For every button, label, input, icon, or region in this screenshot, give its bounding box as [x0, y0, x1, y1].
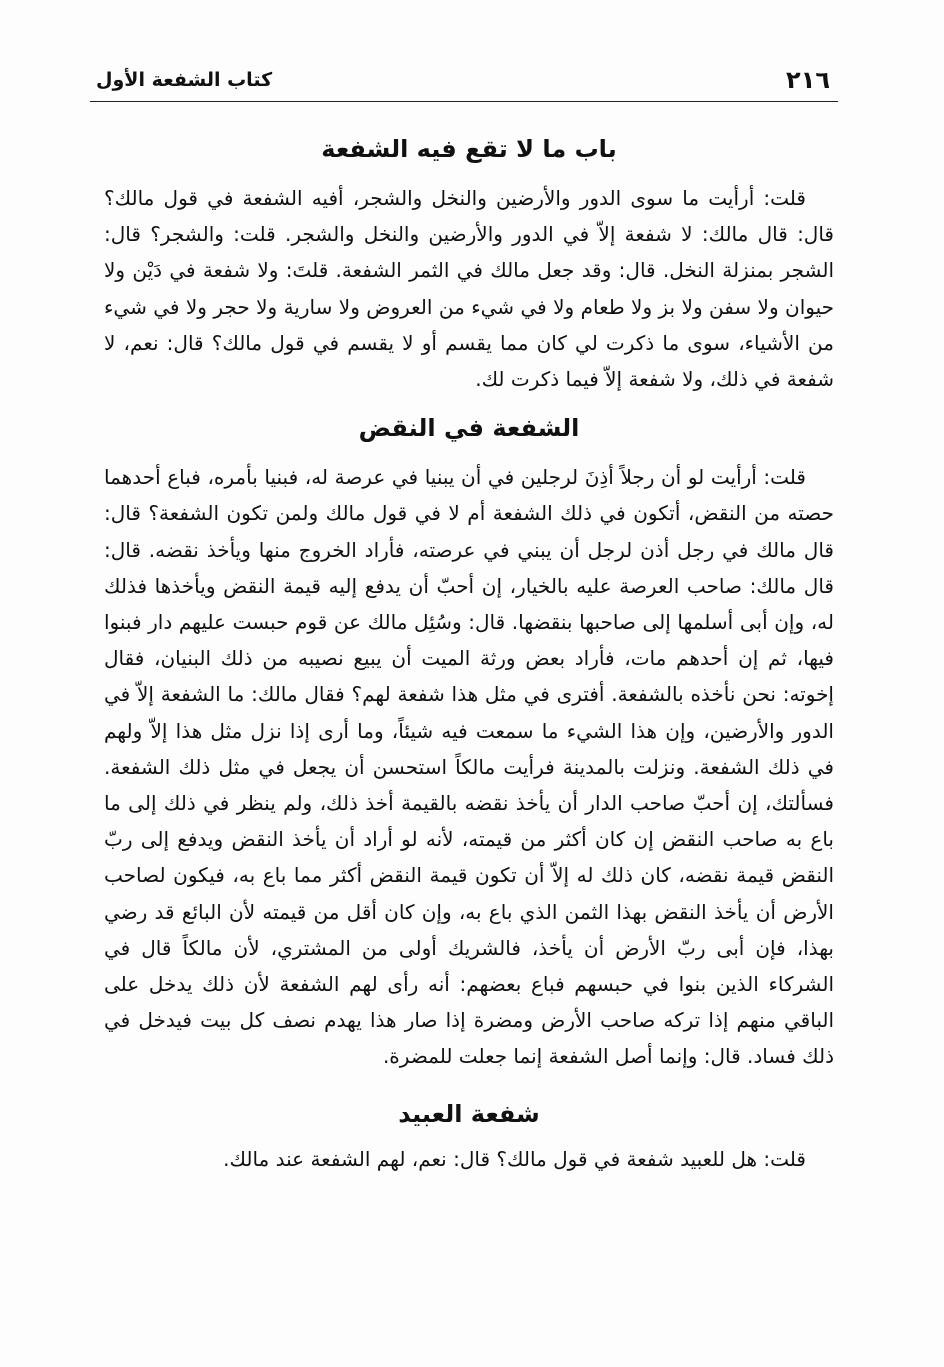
section-heading-no-preemption: باب ما لا تقع فيه الشفعة [321, 135, 617, 163]
page-body [104, 118, 834, 1177]
book-title: كتاب الشفعة الأول [96, 69, 273, 91]
running-header [94, 62, 836, 98]
section-heading-preemption-in-materials: الشفعة في النقض [358, 414, 580, 443]
page-number: ٢١٦ [786, 66, 830, 94]
section-paragraph-preemption-in-materials: قلت: أرأيت لو أن رجلاً أذِنَ لرجلين في أن يبنيا في عرصة له، فبنيا بأمره، فباع أحدهما حصته من النقض، أتكون في ذلك الشفعة أم لا في قول مالك ولمن تكون الشفعة؟ قال: قال مالك في رجل أذن لرجل أن يبني في عرصته، فأراد الخروج منها ويأخذ نقضه. قال: قال مالك: صاحب العرصة عليه بالخيار، إن أحبّ أن يدفع إليه قيمة النقض ويأخذها فذلك له، وإن أبى أسلمها إلى صاحبها بنقضها. قال: وسُئِل مالك عن قوم حبست عليهم دار فبنوا فيها، ثم إن أحدهم مات، فأراد بعض ورثة الميت أن يبيع نصيبه من ذلك البنيان، فقال إخوته: نحن نأخذه بالشفعة. أفترى في مثل هذا شفعة لهم؟ فقال مالك: ما الشفعة إلاّ في الدور والأرضين، وإن هذا الشيء ما سمعت فيه شيئاً، وما أرى إذا نزل مثل هذا إلاّ ولهم في ذلك الشفعة. ونزلت بالمدينة فرأيت مالكاً استحسن أن يجعل في مثل ذلك الشفعة. فسألتك، إن أحبّ صاحب الدار أن يأخذ نقضه بالقيمة أخذ ذلك، ولم ينظر في ذلك إلى ما باع به صاحب النقض إن كان أكثر من قيمته، لأنه لو أراد أن يأخذ النقض ويدفع إلى ربّ النقض قيمة نقضه، كان ذلك له إلاّ أن تكون قيمة النقض أكثر مما باع به، فيكون لصاحب الأرض أن يأخذ النقض بهذا الثمن الذي باع به، وإن كان أقل من قيمته لأن البائع قد رضي بهذا، فإن أبى ربّ الأرض أن يأخذ، فالشريك أولى من المشتري، لأن مالكاً قال في الشركاء الذين بنوا في حبسهم فباع بعضهم: أنه رأى لهم الشفعة لأن ذلك يدخل على الباقي منهم إذا تركه صاحب الأرض ومضرة إذا صار هذا يهدم نصف كل بيت فيدخل في ذلك فساد. قال: وإنما أصل الشفعة إنما جعلت للمضرة. [104, 465, 834, 1069]
section-paragraph-no-preemption: قلت: أرأيت ما سوى الدور والأرضين والنخل والشجر، أفيه الشفعة في قول مالك؟ قال: قال مالك: لا شفعة إلاّ في الدور والأرضين والنخل والشجر. قلت: والشجر؟ قال: الشجر بمنزلة النخل. قال: وقد جعل مالك في الثمر الشفعة. قلتَ: ولا شفعة في دَيْن ولا حيوان ولا سفن ولا بز ولا طعام ولا في شيء من العروض ولا سارية ولا حجر ولا في شيء من الأشياء، سوى ما ذكرت لي كان مما يقسم أو لا يقسم في قول مالك؟ قال: نعم، لا شفعة في ذلك، ولا شفعة إلاّ فيما ذكرت لك. [104, 186, 834, 392]
header-divider [90, 101, 838, 102]
section-heading-preemption-of-slaves: شفعة العبيد [398, 1099, 540, 1128]
section-paragraph-preemption-of-slaves: قلت: هل للعبيد شفعة في قول مالك؟ قال: نعم، لهم الشفعة عند مالك. [223, 1146, 806, 1171]
